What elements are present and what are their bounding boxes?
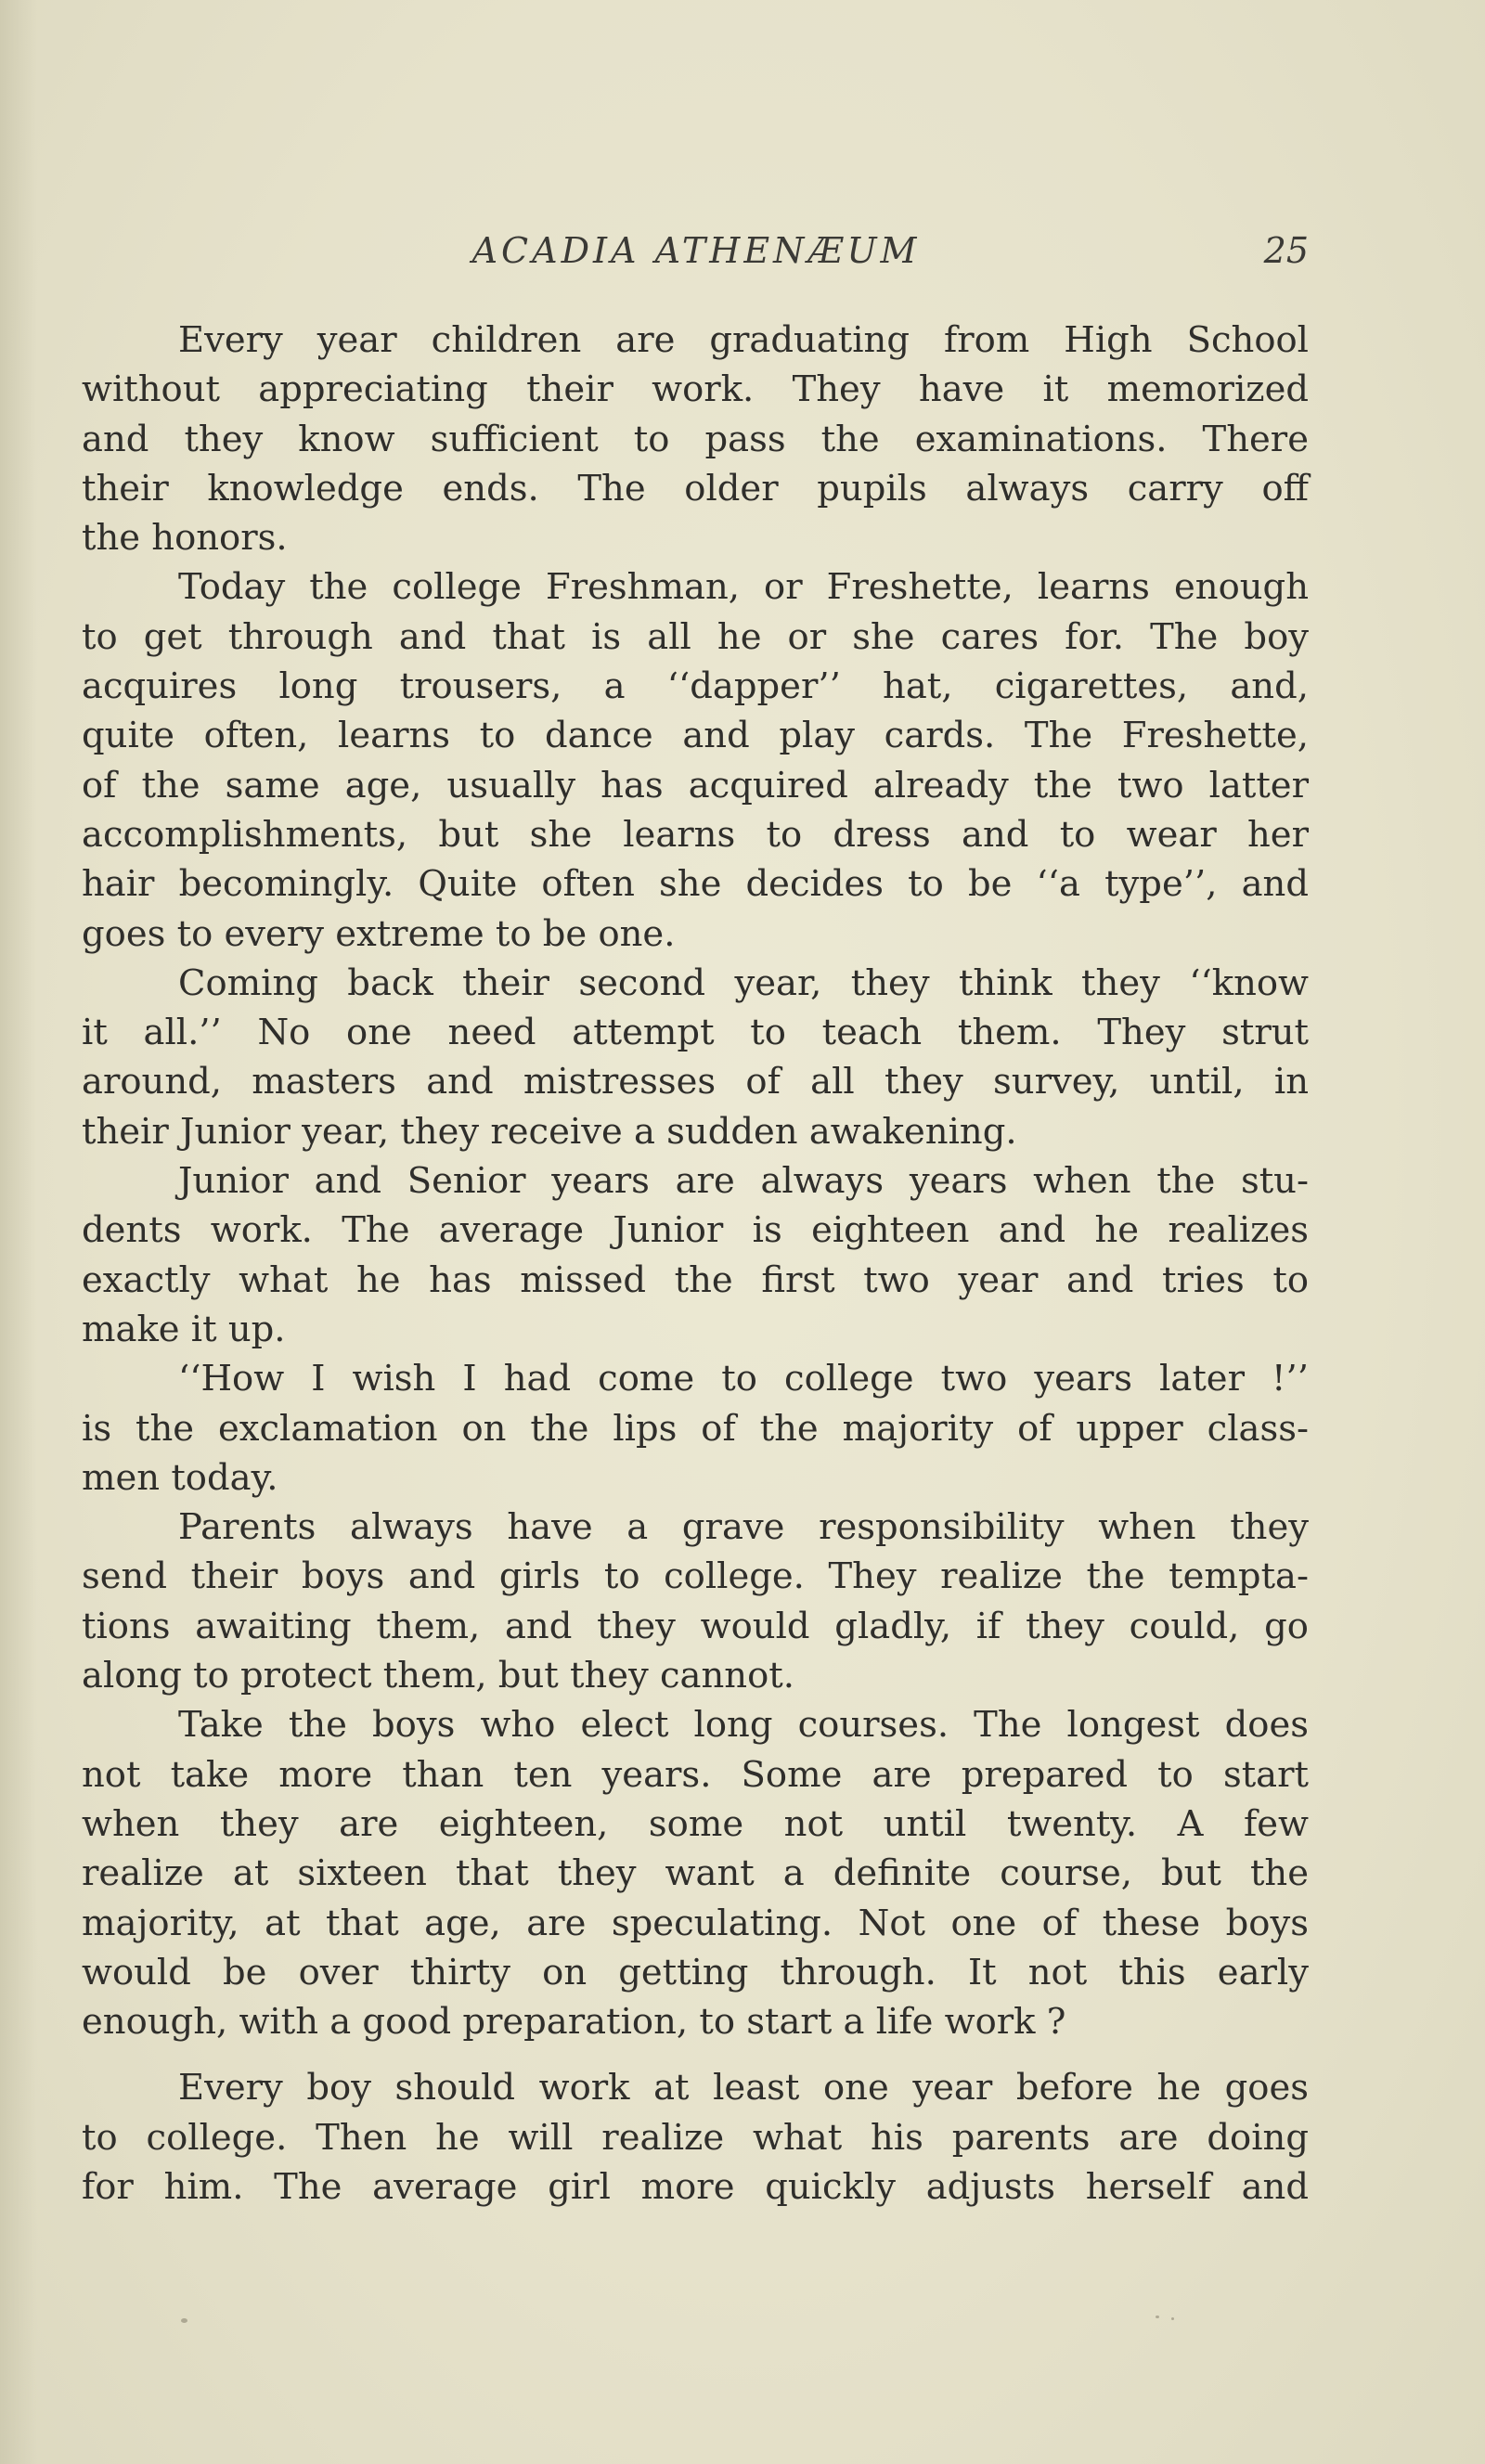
- text-line: acquires long trousers, a ‘‘dapper’’ hat, cigarettes, and,: [82, 665, 1309, 708]
- text-line: would be over thirty on getting through. It not this early: [82, 1951, 1309, 1993]
- text-line: enough, with a good preparation, to start a life work ?: [82, 2001, 1066, 2044]
- text-line: for him. The average girl more quickly adjusts herself and: [82, 2165, 1309, 2208]
- text-line: goes to every extreme to be one.: [82, 912, 676, 955]
- text-line: exactly what he has missed the first two year and tries to: [82, 1258, 1309, 1301]
- paper-speck: [1156, 2316, 1159, 2318]
- text-line: men today.: [82, 1456, 278, 1499]
- text-line: Take the boys who elect long courses. The longest does: [178, 1704, 1309, 1747]
- text-line: it all.’’ No one need attempt to teach them. They strut: [82, 1012, 1309, 1054]
- text-line: along to protect them, but they cannot.: [82, 1655, 794, 1697]
- article-body: [82, 316, 1309, 2212]
- page-number: 25: [1263, 230, 1309, 271]
- text-line: of the same age, usually has acquired already the two latter: [82, 764, 1309, 806]
- paragraph: [82, 316, 1309, 562]
- text-line: not take more than ten years. Some are prepared to start: [82, 1753, 1309, 1796]
- running-title: ACADIA ATHENÆUM: [471, 230, 921, 271]
- text-line: ‘‘How I wish I had come to college two years later !’’: [178, 1358, 1309, 1400]
- text-line: to get through and that is all he or she cares for. The boy: [82, 615, 1309, 658]
- text-line: Parents always have a grave responsibility when they: [178, 1506, 1309, 1549]
- text-line: their knowledge ends. The older pupils always carry off: [82, 467, 1309, 510]
- paragraph: [82, 562, 1309, 958]
- text-line: around, masters and mistresses of all they survey, until, in: [82, 1061, 1309, 1103]
- text-line: is the exclamation on the lips of the majority of upper class-: [82, 1407, 1309, 1450]
- text-line: the honors.: [82, 517, 288, 560]
- text-line: without appreciating their work. They have it memorized: [82, 368, 1309, 411]
- text-line: Today the college Freshman, or Freshette, learns enough: [178, 566, 1309, 609]
- text-line: when they are eighteen, some not until twenty. A few: [82, 1802, 1309, 1845]
- text-line: Junior and Senior years are always years when the stu-: [178, 1160, 1309, 1203]
- text-line: Coming back their second year, they think they ‘‘know: [178, 961, 1309, 1004]
- paragraph: [82, 1700, 1309, 2046]
- text-line: to college. Then he will realize what his parents are doing: [82, 2116, 1309, 2159]
- text-line: send their boys and girls to college. They realize the tempta-: [82, 1555, 1309, 1598]
- text-line: realize at sixteen that they want a definite course, but the: [82, 1852, 1309, 1895]
- text-line: Every boy should work at least one year before he goes: [178, 2067, 1309, 2109]
- text-line: accomplishments, but she learns to dress and to wear her: [82, 813, 1309, 856]
- text-line: and they know sufficient to pass the examinations. There: [82, 418, 1309, 460]
- text-line: dents work. The average Junior is eighteen and he realizes: [82, 1209, 1309, 1252]
- paragraph: [82, 959, 1309, 1156]
- paragraph: [82, 1503, 1309, 1700]
- text-line: tions awaiting them, and they would gladly, if they could, go: [82, 1605, 1309, 1647]
- paragraph-gap: [82, 2046, 1309, 2063]
- text-line: hair becomingly. Quite often she decides to be ‘‘a type’’, and: [82, 863, 1309, 906]
- text-line: their Junior year, they receive a sudden awakening.: [82, 1110, 1017, 1153]
- text-line: quite often, learns to dance and play cards. The Freshette,: [82, 715, 1309, 757]
- paragraph: [82, 1156, 1309, 1354]
- paragraph: [82, 2063, 1309, 2212]
- binding-shadow: [0, 0, 37, 2464]
- text-line: Every year children are graduating from High School: [178, 319, 1309, 361]
- paper-speck: [181, 2318, 187, 2323]
- paragraph: [82, 1354, 1309, 1503]
- text-line: majority, at that age, are speculating. Not one of these boys: [82, 1902, 1309, 1944]
- text-line: make it up.: [82, 1308, 286, 1350]
- paper-speck: [1171, 2317, 1174, 2320]
- running-header: [84, 230, 1309, 286]
